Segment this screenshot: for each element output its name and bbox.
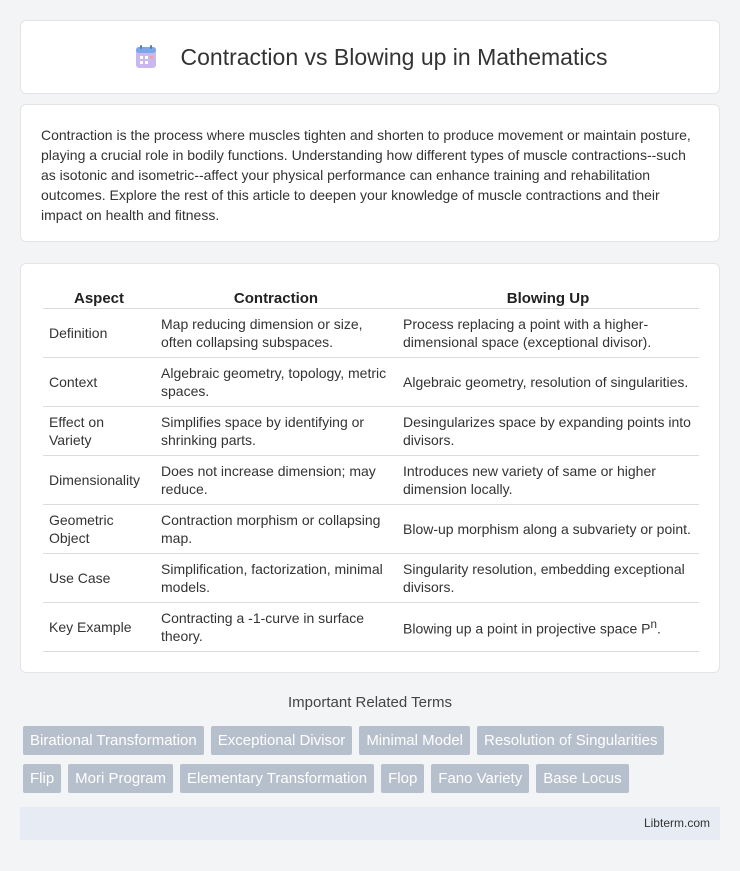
term-tag[interactable]: Mori Program: [68, 764, 173, 793]
related-terms: [23, 726, 723, 802]
related-terms-row-2: [23, 764, 723, 793]
table-row: [43, 554, 699, 603]
cell-contraction: Does not increase dimension; may reduce.: [155, 456, 397, 505]
term-tag[interactable]: Base Locus: [536, 764, 628, 793]
cell-aspect: Use Case: [43, 554, 155, 603]
footer: [20, 807, 720, 840]
header-contraction: Contraction: [155, 284, 397, 309]
term-tag[interactable]: Resolution of Singularities: [477, 726, 664, 755]
page-title: Contraction vs Blowing up in Mathematics: [180, 43, 608, 70]
period: .: [656, 620, 661, 637]
header-blowing-up: Blowing Up: [397, 284, 699, 309]
cell-contraction: Simplifies space by identifying or shrinking parts.: [155, 407, 397, 456]
cell-contraction: Simplification, factorization, minimal models.: [155, 554, 397, 603]
table-row: [43, 603, 699, 652]
superscript-n: n: [650, 618, 657, 632]
cell-blowing-up: Singularity resolution, embedding exceptional divisors.: [397, 554, 699, 603]
term-tag[interactable]: Minimal Model: [359, 726, 470, 755]
header-aspect: Aspect: [43, 284, 155, 309]
cell-blowing-up: Algebraic geometry, resolution of singularities.: [397, 358, 699, 407]
calendar-notebook-icon: [133, 44, 159, 70]
cell-aspect: Geometric Object: [43, 505, 155, 554]
term-tag[interactable]: Flop: [381, 764, 424, 793]
cell-aspect: Key Example: [43, 603, 155, 652]
cell-blowing-up: Process replacing a point with a higher-dimensional space (exceptional divisor).: [397, 309, 699, 358]
cell-aspect: Context: [43, 358, 155, 407]
table-row: [43, 505, 699, 554]
cell-blowing-up: Introduces new variety of same or higher dimension locally.: [397, 456, 699, 505]
comparison-table: [43, 284, 699, 652]
term-tag[interactable]: Birational Transformation: [23, 726, 204, 755]
table-row: [43, 456, 699, 505]
table-row: [43, 358, 699, 407]
term-tag[interactable]: Elementary Transformation: [180, 764, 374, 793]
term-tag[interactable]: Flip: [23, 764, 61, 793]
cell-aspect: Effect on Variety: [43, 407, 155, 456]
footer-site-link[interactable]: Libterm.com: [643, 816, 710, 830]
cell-contraction: Map reducing dimension or size, often collapsing subspaces.: [155, 309, 397, 358]
intro-card: [20, 104, 720, 242]
term-tag[interactable]: Fano Variety: [431, 764, 529, 793]
table-header-row: [43, 284, 699, 309]
cell-blowing-up-text: Blowing up a point in projective space P: [403, 620, 651, 637]
cell-blowing-up: Blow-up morphism along a subvariety or point.: [397, 505, 699, 554]
cell-aspect: Definition: [43, 309, 155, 358]
table-row: [43, 407, 699, 456]
related-terms-title: Important Related Terms: [288, 694, 452, 711]
cell-blowing-up: [397, 603, 699, 652]
comparison-table-card: [20, 263, 720, 673]
cell-blowing-up: Desingularizes space by expanding points into divisors.: [397, 407, 699, 456]
intro-text: Contraction is the process where muscles tighten and shorten to produce movement or maintain posture, playing a crucial role in bodily functions. Understanding how different types of muscle contractions--such as isotonic and isometric--affect your physical performance can enhance training and rehabilitation outcomes. Explore the rest of this article to deepen your knowledge of muscle contractions and their impact on health and fitness.: [41, 127, 691, 223]
cell-contraction: Contraction morphism or collapsing map.: [155, 505, 397, 554]
term-tag[interactable]: Exceptional Divisor: [211, 726, 353, 755]
cell-aspect: Dimensionality: [43, 456, 155, 505]
cell-contraction: Contracting a -1-curve in surface theory.: [155, 603, 397, 652]
table-row: [43, 309, 699, 358]
related-terms-row-1: [23, 726, 723, 755]
cell-contraction: Algebraic geometry, topology, metric spaces.: [155, 358, 397, 407]
header-card: [20, 20, 720, 94]
